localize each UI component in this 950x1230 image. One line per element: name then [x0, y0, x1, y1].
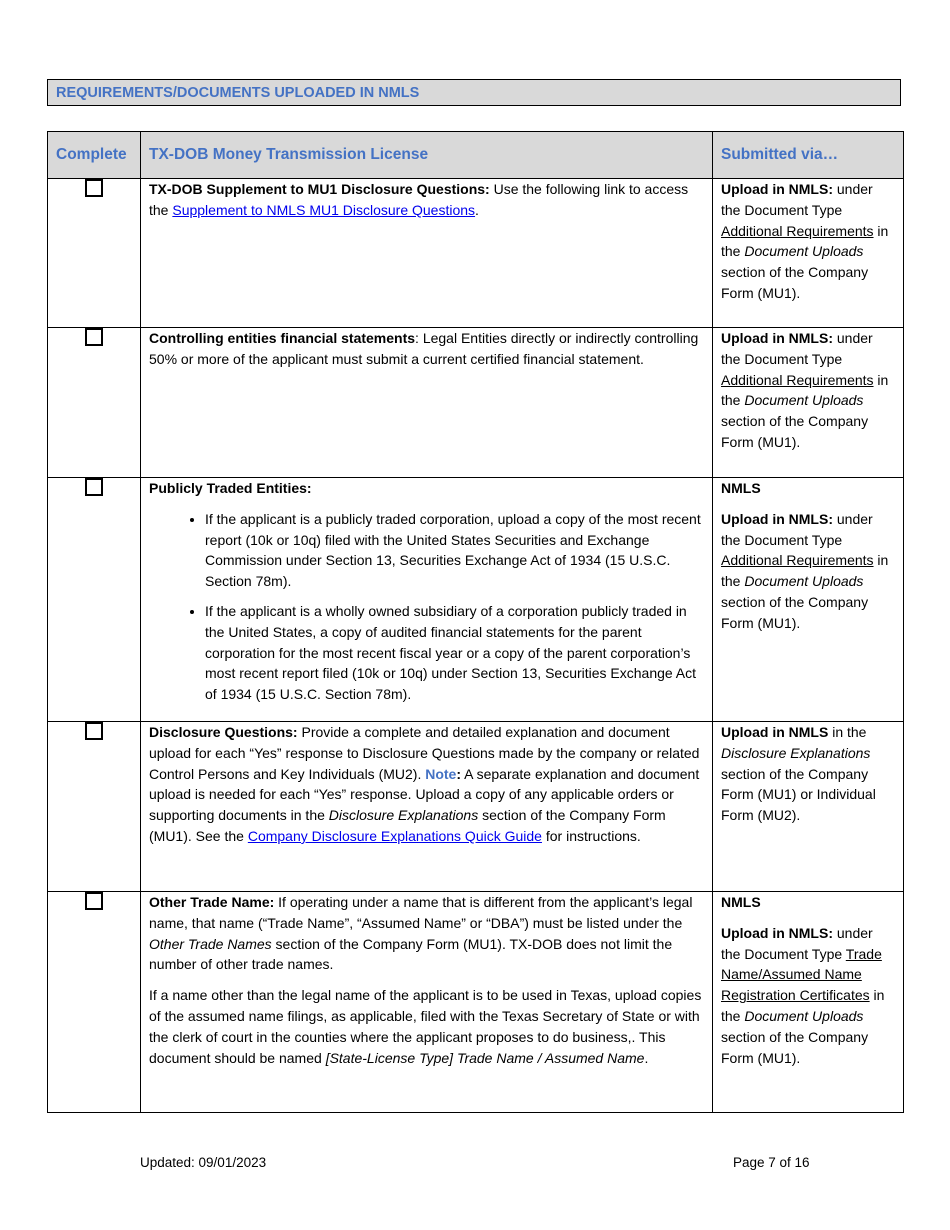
submitted-via: NMLS Upload in NMLS: under the Document Type Additional Requirements in the Document Uploads section of the Company Form (MU1).	[713, 478, 904, 722]
header-submitted: Submitted via…	[713, 132, 904, 179]
list-item: • If the applicant is a wholly owned subsidiary of a corporation publicly traded in the United States, a copy of audited financial statements for the parent corporation for the most recent fiscal year or a copy of the parent corporation’s most recent report filed (10k or 10q) under Section 13, Securities Exchange Act of 1934 (15 U.S.C. Section 78m).	[205, 601, 704, 705]
footer-updated: Updated: 09/01/2023	[140, 1155, 267, 1170]
requirements-table	[47, 131, 904, 1113]
submitted-via: NMLS Upload in NMLS: under the Document Type Trade Name/Assumed Name Registration Certificates in the Document Uploads section of the Company Form (MU1).	[713, 892, 904, 1113]
submitted-via: Upload in NMLS in the Disclosure Explanations section of the Company Form (MU1) or Individual Form (MU2).	[713, 722, 904, 892]
note-label: Note	[425, 765, 457, 782]
complete-checkbox[interactable]	[85, 328, 103, 346]
complete-checkbox[interactable]	[85, 478, 103, 496]
complete-checkbox[interactable]	[85, 892, 103, 910]
complete-checkbox[interactable]	[85, 722, 103, 740]
table-row	[48, 892, 904, 1113]
submitted-via: Upload in NMLS: under the Document Type Additional Requirements in the Document Uploads section of the Company Form (MU1).	[713, 328, 904, 478]
header-license: TX-DOB Money Transmission License	[141, 132, 713, 179]
table-row	[48, 478, 904, 722]
submitted-via: Upload in NMLS: under the Document Type Additional Requirements in the Document Uploads section of the Company Form (MU1).	[713, 179, 904, 328]
requirement-description: Disclosure Questions: Provide a complete and detailed explanation and document upload for each “Yes” response to Disclosure Questions made by the company or related Control Persons and Key Individuals (MU2). Note: A separate explanation and document upload is needed for each “Yes” response. Upload a copy of any applicable orders or supporting documents in the Disclosure Explanations section of the Company Form (MU1). See the Company Disclosure Explanations Quick Guide for instructions.	[141, 722, 713, 892]
complete-checkbox[interactable]	[85, 179, 103, 197]
section-title: REQUIREMENTS/DOCUMENTS UPLOADED IN NMLS	[47, 79, 901, 106]
table-header-row	[48, 132, 904, 179]
footer-page-number: Page 7 of 16	[733, 1155, 810, 1170]
supplement-disclosure-link[interactable]: Supplement to NMLS MU1 Disclosure Questions	[172, 201, 476, 218]
bullet-list	[149, 509, 704, 705]
table-row	[48, 179, 904, 328]
requirement-description: TX-DOB Supplement to MU1 Disclosure Questions: Use the following link to access the Supplement to NMLS MU1 Disclosure Questions.	[141, 179, 713, 328]
header-complete: Complete	[48, 132, 141, 179]
disclosure-quick-guide-link[interactable]: Company Disclosure Explanations Quick Guide	[247, 827, 542, 844]
list-item: • If the applicant is a publicly traded corporation, upload a copy of the most recent report (10k or 10q) filed with the United States Securities and Exchange Commission under Section 13, Securities Exchange Act of 1934 (15 U.S.C. Section 78m).	[205, 509, 704, 592]
requirement-description: Controlling entities financial statements: Legal Entities directly or indirectly controlling 50% or more of the applicant must submit a current certified financial statement.	[141, 328, 713, 478]
table-row	[48, 722, 904, 892]
table-row	[48, 328, 904, 478]
requirement-description: Publicly Traded Entities: • If the applicant is a publicly traded corporation, upload a copy of the most recent report (10k or 10q) filed with the United States Securities and Exchange Commission under Section 13, Securities Exchange Act of 1934 (15 U.S.C. Section 78m). • If the applicant is a wholly owned subsidiary of a corporation publicly traded in the United States, a copy of audited financial statements for the parent corporation for the most recent fiscal year or a copy of the parent corporation’s most recent report filed (10k or 10q) under Section 13, Securities Exchange Act of 1934 (15 U.S.C. Section 78m).	[141, 478, 713, 722]
requirement-description: Other Trade Name: If operating under a name that is different from the applicant’s legal name, that name (“Trade Name”, “Assumed Name” or “DBA”) must be listed under the Other Trade Names section of the Company Form (MU1). TX-DOB does not limit the number of other trade names. If a name other than the legal name of the applicant is to be used in Texas, upload copies of the assumed name filings, as applicable, filed with the Texas Secretary of State or with the clerk of court in the counties where the applicant proposes to do business,. This document should be named [State-License Type] Trade Name / Assumed Name.	[141, 892, 713, 1113]
